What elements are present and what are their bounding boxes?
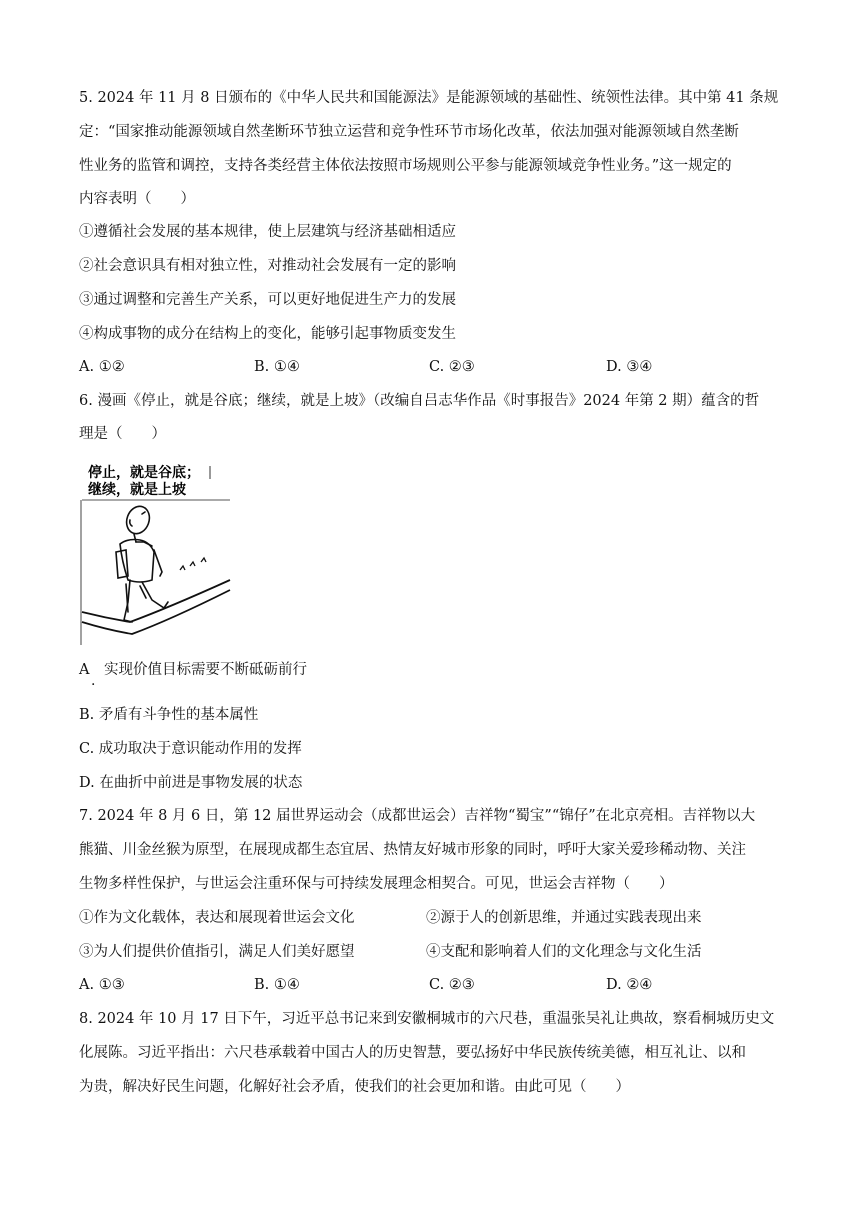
q5-option-c: C. ②③ <box>429 359 475 375</box>
q7-statement-4: ④支配和影响着人们的文化理念与文化生活 <box>426 944 702 960</box>
q7-stem-line-1: 7. 2024 年 8 月 6 日，第 12 届世界运动会（成都世运会）吉祥物“蜀宝”“锦仔”在北京亮相。吉祥物以大 <box>79 808 756 824</box>
q6-stem-line-2: 理是（ ） <box>79 426 166 442</box>
climber-figure <box>116 503 168 622</box>
q5-statement-3: ③通过调整和完善生产关系，可以更好地促进生产力的发展 <box>79 292 456 308</box>
comic-illustration <box>80 462 232 645</box>
q6-option-d: D. 在曲折中前进是事物发展的状态 <box>79 775 303 791</box>
q7-statement-3: ③为人们提供价值指引，满足人们美好愿望 <box>79 944 355 960</box>
q5-stem-line-2: 定：“国家推动能源领域自然垄断环节独立运营和竞争性环节市场化改革，依法加强对能源领域自然垄断 <box>79 124 739 140</box>
stray-dot: · <box>91 677 96 693</box>
q6-option-c: C. 成功取决于意识能动作用的发挥 <box>79 741 302 757</box>
q5-stem-line-1: 5. 2024 年 11 月 8 日颁布的《中华人民共和国能源法》是能源领域的基础性、统领性法律。其中第 41 条规 <box>79 90 779 106</box>
q6-option-b: B. 矛盾有斗争性的基本属性 <box>79 707 259 723</box>
q8-stem-line-3: 为贵，解决好民生问题，化解好社会矛盾，使我们的社会更加和谐。由此可见（ ） <box>79 1079 630 1095</box>
q6-stem-line-1: 6. 漫画《停止，就是谷底；继续，就是上坡》（改编自吕志华作品《时事报告》2024 年第 2 期）蕴含的哲 <box>79 393 760 409</box>
q7-statement-2: ②源于人的创新思维，并通过实践表现出来 <box>426 910 702 926</box>
q7-option-c: C. ②③ <box>429 977 475 993</box>
q5-option-d: D. ③④ <box>606 359 653 375</box>
q8-stem-line-1: 8. 2024 年 10 月 17 日下午，习近平总书记来到安徽桐城市的六尺巷，重温张吴礼让典故，察看桐城历史文 <box>79 1011 775 1027</box>
birds-icon <box>180 558 206 570</box>
q5-statement-1: ①遵循社会发展的基本规律，使上层建筑与经济基础相适应 <box>79 224 456 240</box>
q5-option-a: A. ①② <box>79 359 125 375</box>
comic-caption-line-2: 继续，就是上坡 <box>88 482 186 498</box>
q7-stem-line-2: 熊猫、川金丝猴为原型，在展现成都生态宜居、热情友好城市形象的同时，呼吁大家关爱珍稀动物、关注 <box>79 842 746 858</box>
q8-stem-line-2: 化展陈。习近平指出：六尺巷承载着中国古人的历史智慧，要弘扬好中华民族传统美德，相互礼让、以和 <box>79 1045 746 1061</box>
q7-statement-1: ①作为文化载体，表达和展现着世运会文化 <box>79 910 355 926</box>
q7-option-a: A. ①③ <box>79 977 125 993</box>
q6-option-a: A 实现价值目标需要不断砥砺前行 <box>79 662 307 678</box>
q5-stem-line-4: 内容表明（ ） <box>79 191 195 207</box>
q7-option-d: D. ②④ <box>606 977 653 993</box>
q7-stem-line-3: 生物多样性保护，与世运会注重环保与可持续发展理念相契合。可见，世运会吉祥物（ ） <box>79 876 674 892</box>
q5-statement-2: ②社会意识具有相对独立性，对推动社会发展有一定的影响 <box>79 258 456 274</box>
comic-caption-line-1: 停止，就是谷底； <box>88 465 200 481</box>
q7-option-b: B. ①④ <box>254 977 300 993</box>
q5-option-b: B. ①④ <box>254 359 300 375</box>
slope-drawing <box>82 580 230 634</box>
q5-stem-line-3: 性业务的监管和调控，支持各类经营主体依法按照市场规则公平参与能源领域竞争性业务。”这一规定的 <box>79 158 732 174</box>
q5-statement-4: ④构成事物的成分在结构上的变化，能够引起事物质变发生 <box>79 326 456 342</box>
